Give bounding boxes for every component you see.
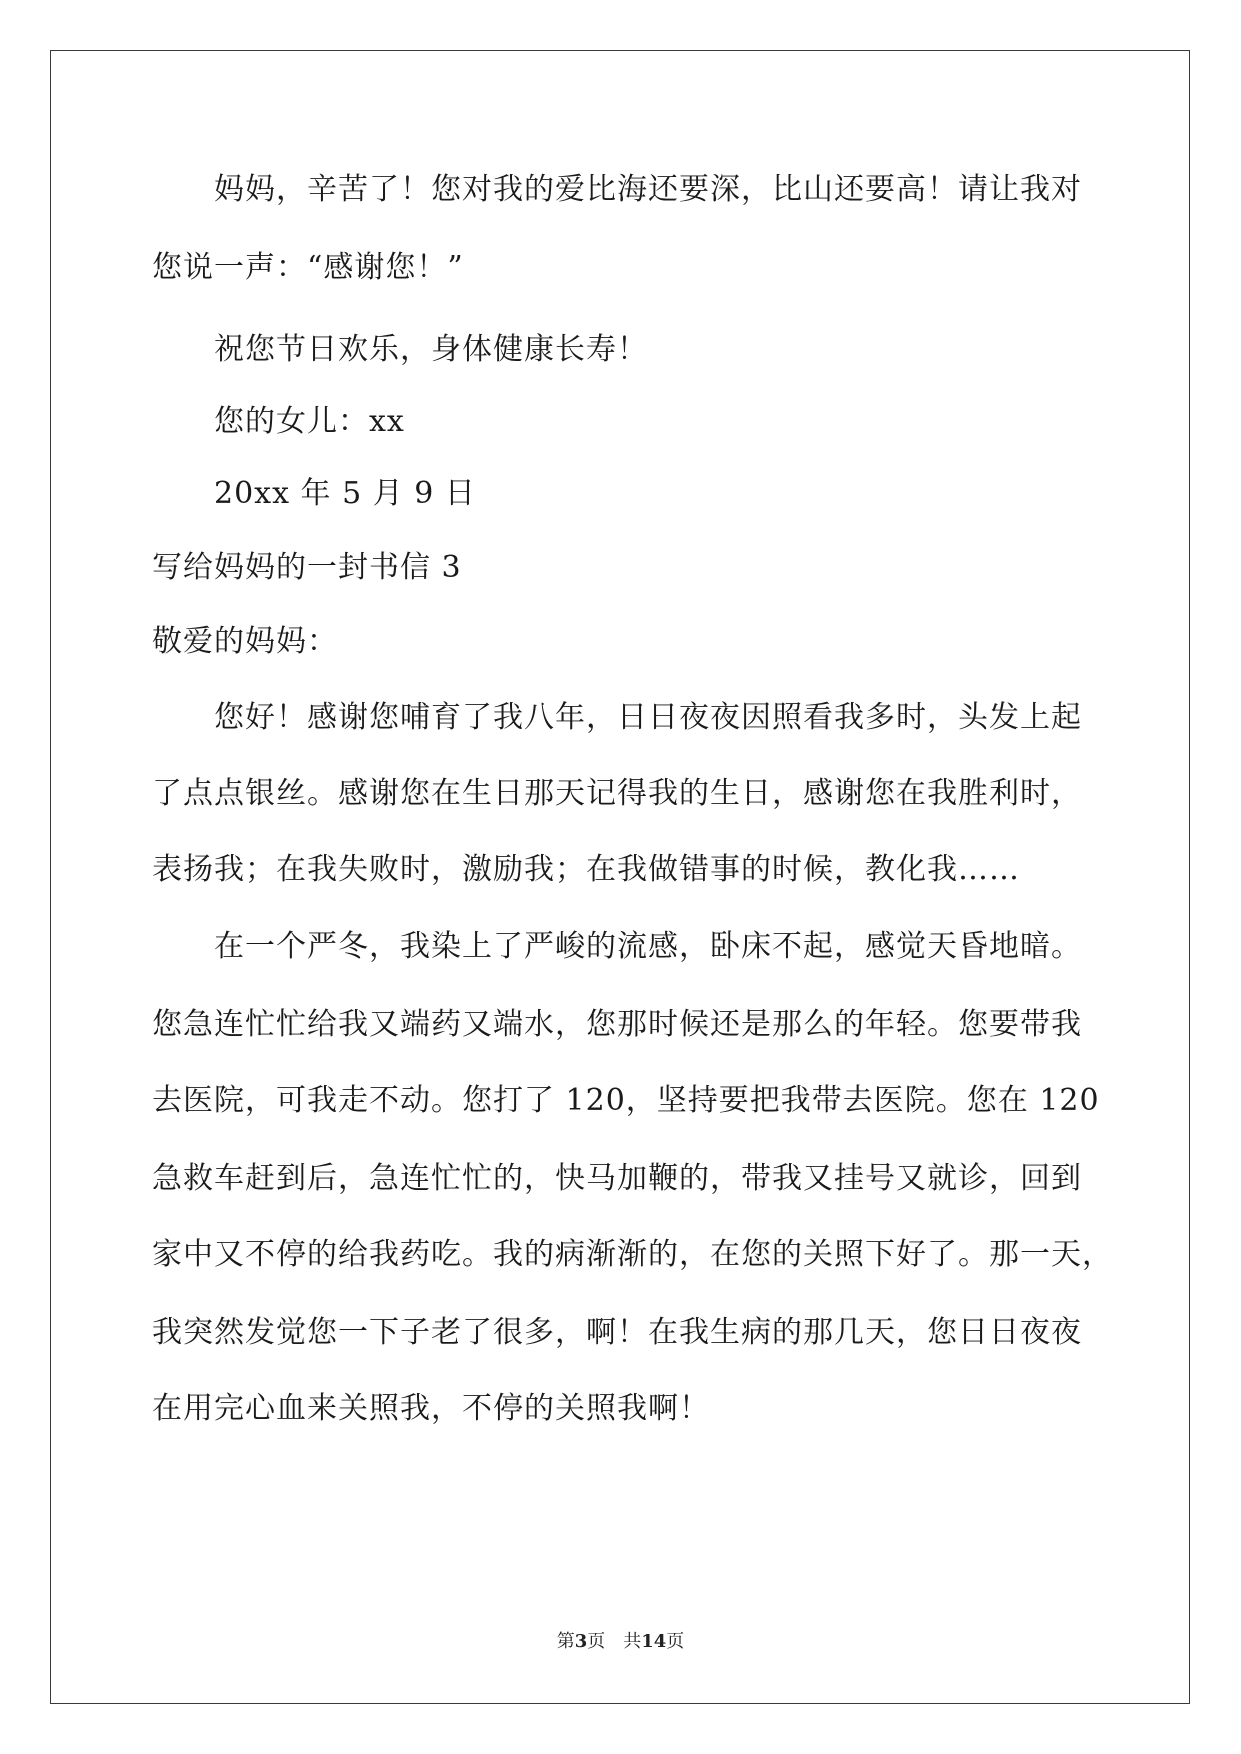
text-line: 妈妈，辛苦了！您对我的爱比海还要深，比山还要高！请让我对 — [214, 172, 1082, 207]
total-pages-number: 14 — [641, 1631, 667, 1652]
footer-suffix: 页 — [666, 1631, 685, 1652]
letter-title: 写给妈妈的一封书信 3 — [152, 550, 462, 585]
text-line: 表扬我；在我失败时，激励我；在我做错事的时候，教化我…… — [152, 852, 1020, 887]
footer-prefix: 第 — [556, 1631, 575, 1652]
text-line: 您的女儿：xx — [214, 404, 405, 439]
text-line: 祝您节日欢乐，身体健康长寿！ — [214, 332, 648, 367]
text-line: 您急连忙忙给我又端药又端水，您那时候还是那么的年轻。您要带我 — [152, 1007, 1082, 1042]
text-line: 急救车赶到后，急连忙忙的，快马加鞭的，带我又挂号又就诊，回到 — [152, 1161, 1082, 1196]
text-line: 我突然发觉您一下子老了很多，啊！在我生病的那几天，您日日夜夜 — [152, 1315, 1082, 1350]
text-line: 了点点银丝。感谢您在生日那天记得我的生日，感谢您在我胜利时， — [152, 776, 1082, 811]
footer-mid: 页 共 — [587, 1631, 642, 1652]
current-page-number: 3 — [574, 1631, 588, 1652]
text-line: 您好！感谢您哺育了我八年，日日夜夜因照看我多时，头发上起 — [214, 700, 1082, 735]
text-line: 家中又不停的给我药吃。我的病渐渐的，在您的关照下好了。那一天， — [152, 1237, 1113, 1272]
page-footer — [0, 1630, 1241, 1654]
text-line: 在一个严冬，我染上了严峻的流感，卧床不起，感觉天昏地暗。 — [214, 929, 1082, 964]
text-line: 20xx 年 5 月 9 日 — [214, 476, 476, 511]
text-line: 在用完心血来关照我，不停的关照我啊！ — [152, 1391, 710, 1426]
text-line: 您说一声：“感谢您！” — [152, 250, 464, 285]
text-line: 去医院，可我走不动。您打了 120，坚持要把我带去医院。您在 120 — [152, 1083, 1100, 1118]
salutation: 敬爱的妈妈： — [152, 624, 338, 659]
